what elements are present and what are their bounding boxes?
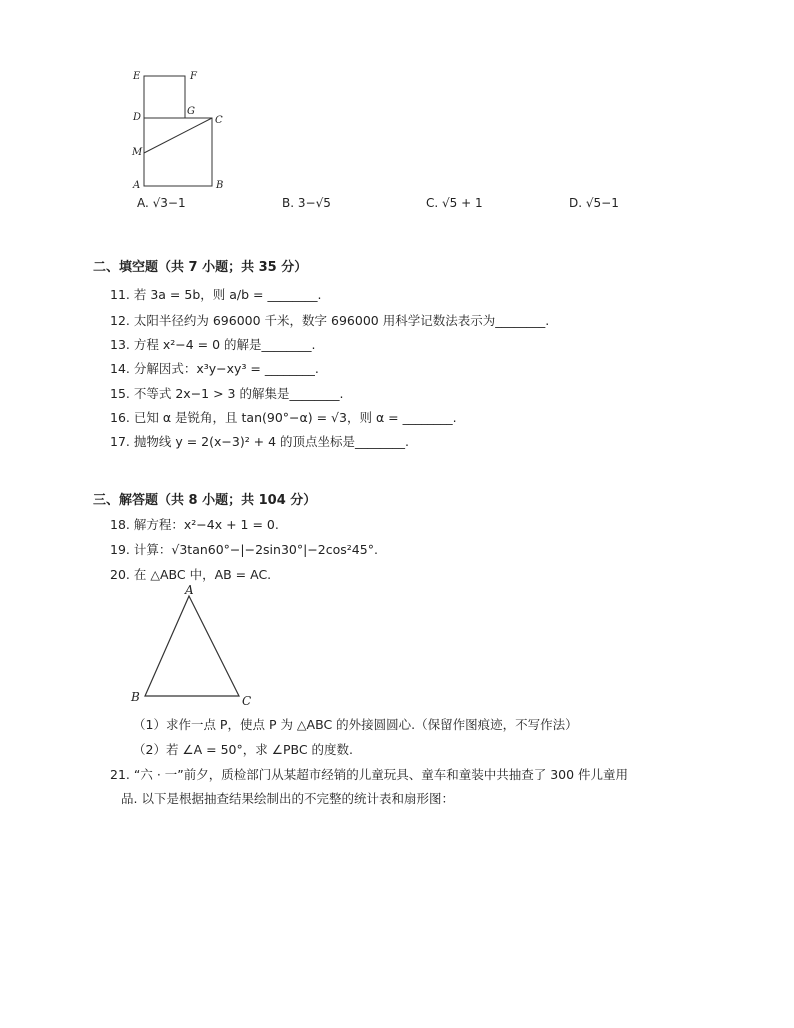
option-b[interactable] [282, 196, 331, 210]
triangle-abc [135, 590, 245, 710]
section-title-fill-in: 二、填空题（共 7 小题；共 35 分） [93, 260, 308, 275]
question-text: 若 3a = 5b，则 a/b = ________. [133, 287, 322, 302]
option-letter: A. [137, 196, 149, 210]
question-11 [110, 285, 321, 303]
question-text-line-1: “六 · 一”前夕，质检部门从某超市经销的儿童玩具、童车和童装中共抽查了 300 件儿童用 [133, 767, 629, 782]
question-text: 方程 x²−4 = 0 的解是________. [133, 337, 316, 352]
question-number: 15. [110, 386, 130, 401]
label-c: C [215, 115, 223, 126]
option-a[interactable] [137, 196, 186, 210]
question-text: 已知 α 是锐角，且 tan(90°−α) = √3，则 α = ________. [133, 410, 457, 425]
option-c[interactable] [426, 196, 483, 210]
question-number: 19. [110, 542, 130, 557]
question-16 [110, 408, 457, 426]
question-13 [110, 335, 316, 353]
label-f: F [190, 71, 197, 82]
question-number: 14. [110, 361, 130, 376]
square-abcd [144, 118, 212, 186]
question-20-part-1: （1）求作一点 P，使点 P 为 △ABC 的外接圆圆心.（保留作图痕迹，不写作法） [133, 717, 578, 732]
option-d[interactable] [569, 196, 619, 210]
question-number: 16. [110, 410, 130, 425]
label-c: C [242, 694, 252, 708]
option-text: √5−1 [585, 196, 619, 210]
question-15 [110, 384, 343, 402]
question-text: 不等式 2x−1 > 3 的解集是________. [133, 386, 344, 401]
question-number: 18. [110, 517, 130, 532]
question-number: 17. [110, 434, 130, 449]
option-text: √5 + 1 [442, 196, 483, 210]
label-b: B [131, 690, 140, 704]
option-letter: C. [426, 196, 439, 210]
question-text: 抛物线 y = 2(x−3)² + 4 的顶点坐标是________. [133, 434, 410, 449]
question-number: 12. [110, 313, 130, 328]
question-17 [110, 432, 409, 450]
question-number: 20. [110, 567, 130, 582]
option-text: 3−√5 [297, 196, 331, 210]
rect-efgd [144, 76, 185, 118]
question-number: 21. [110, 767, 130, 782]
question-21-line-2: 品. 以下是根据抽查结果绘制出的不完整的统计表和扇形图： [121, 791, 454, 806]
question-number: 11. [110, 287, 130, 302]
question-text: 分解因式：x³y−xy³ = ________. [133, 361, 319, 376]
question-21 [110, 765, 628, 783]
question-text: 计算：√3tan60°−|−2sin30°|−2cos²45°. [133, 542, 378, 557]
question-text: 太阳半径约为 696000 千米，数字 696000 用科学记数法表示为________. [133, 313, 550, 328]
triangle-outline [145, 596, 239, 696]
question-18 [110, 515, 279, 533]
option-text: √3−1 [152, 196, 186, 210]
question-14 [110, 359, 319, 377]
label-e: E [133, 71, 141, 82]
label-g: G [187, 106, 195, 117]
question-12 [110, 311, 549, 329]
label-a: A [185, 583, 194, 597]
question-number: 13. [110, 337, 130, 352]
label-d: D [133, 112, 142, 123]
option-letter: D. [569, 196, 583, 210]
option-letter: B. [282, 196, 295, 210]
label-m: M [132, 147, 143, 158]
section-title-solve: 三、解答题（共 8 小题；共 104 分） [93, 493, 317, 508]
question-text: 在 △ABC 中，AB = AC. [133, 567, 272, 582]
label-a: A [133, 180, 141, 191]
question-20-part-2: （2）若 ∠A = 50°，求 ∠PBC 的度数. [133, 742, 354, 757]
rectangle-diagram [130, 70, 220, 190]
question-20 [110, 565, 271, 583]
question-19 [110, 540, 378, 558]
segment-mc [144, 118, 212, 153]
label-b: B [216, 180, 224, 191]
question-text: 解方程：x²−4x + 1 = 0. [133, 517, 279, 532]
